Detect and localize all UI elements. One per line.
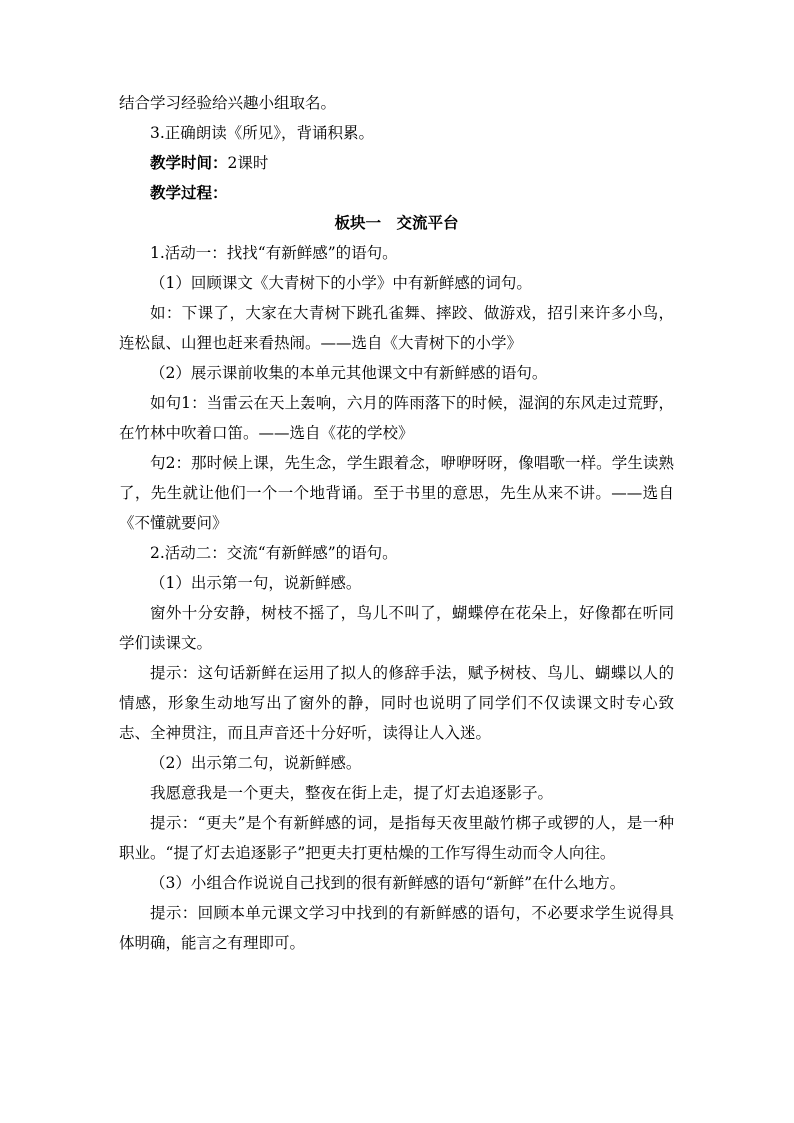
paragraph-review-lesson: （1）回顾课文《大青树下的小学》中有新鲜感的词句。	[150, 274, 532, 292]
paragraph-first-sentence: 窗外十分安静，树枝不摇了，鸟儿不叫了，蝴蝶停在花朵上，好像都在听同学们读课文。	[119, 604, 674, 652]
paragraph-sentence-2: 句2：那时候上课，先生念，学生跟着念，咿咿呀呀，像唱歌一样。学生读熟了，先生就让他们一个一个地背诵。至于书里的意思，先生从来不讲。——选自《不懂就要问》	[119, 454, 674, 532]
paragraph-show-first: （1）出示第一句，说新鲜感。	[150, 574, 362, 592]
paragraph-objective-3: 3.正确朗读《所见》，背诵积累。	[150, 124, 375, 142]
section-heading: 板块一 交流平台	[334, 213, 459, 232]
paragraph-hint-1: 提示：这句话新鲜在运用了拟人的修辞手法，赋予树枝、鸟儿、蝴蝶以人的情感，形象生动地写出了窗外的静，同时也说明了同学们不仅读课文时专心致志、全神贯注，而且声音还十分好听，读得让人入迷。	[119, 664, 674, 742]
paragraph-example-1: 如：下课了，大家在大青树下跳孔雀舞、摔跤、做游戏，招引来许多小鸟，连松鼠、山狸也赶来看热闹。——选自《大青树下的小学》	[119, 304, 674, 352]
paragraph-activity-1: 1.活动一：找找“有新鲜感”的语句。	[150, 244, 398, 262]
paragraph-activity-2: 2.活动二：交流“有新鲜感”的语句。	[150, 544, 398, 562]
teaching-time-label: 教学时间：	[150, 153, 228, 172]
paragraph-show-collected: （2）展示课前收集的本单元其他课文中有新鲜感的语句。	[150, 364, 548, 382]
paragraph-group-work: （3）小组合作说说自己找到的很有新鲜感的语句“新鲜”在什么地方。	[150, 874, 626, 892]
paragraph-show-second: （2）出示第二句，说新鲜感。	[150, 754, 362, 772]
document-body	[119, 88, 674, 958]
paragraph-teaching-time	[119, 148, 674, 178]
paragraph-teaching-process	[119, 178, 674, 208]
teaching-time-value: 2课时	[227, 154, 269, 172]
paragraph-hint-2: 提示：“更夫”是个有新鲜感的词，是指每天夜里敲竹梆子或锣的人，是一种职业。“提了灯去追逐影子”把更夫打更枯燥的工作写得生动而令人向往。	[119, 814, 674, 862]
teaching-process-label: 教学过程：	[150, 183, 228, 202]
paragraph-intro-continuation: 结合学习经验给兴趣小组取名。	[119, 94, 337, 112]
paragraph-sentence-1: 如句1：当雷云在天上轰响，六月的阵雨落下的时候，湿润的东风走过荒野，在竹林中吹着口笛。——选自《花的学校》	[119, 394, 674, 442]
paragraph-hint-3: 提示：回顾本单元课文学习中找到的有新鲜感的语句，不必要求学生说得具体明确，能言之有理即可。	[119, 904, 674, 952]
paragraph-second-sentence: 我愿意我是一个更夫，整夜在街上走，提了灯去追逐影子。	[150, 784, 554, 802]
